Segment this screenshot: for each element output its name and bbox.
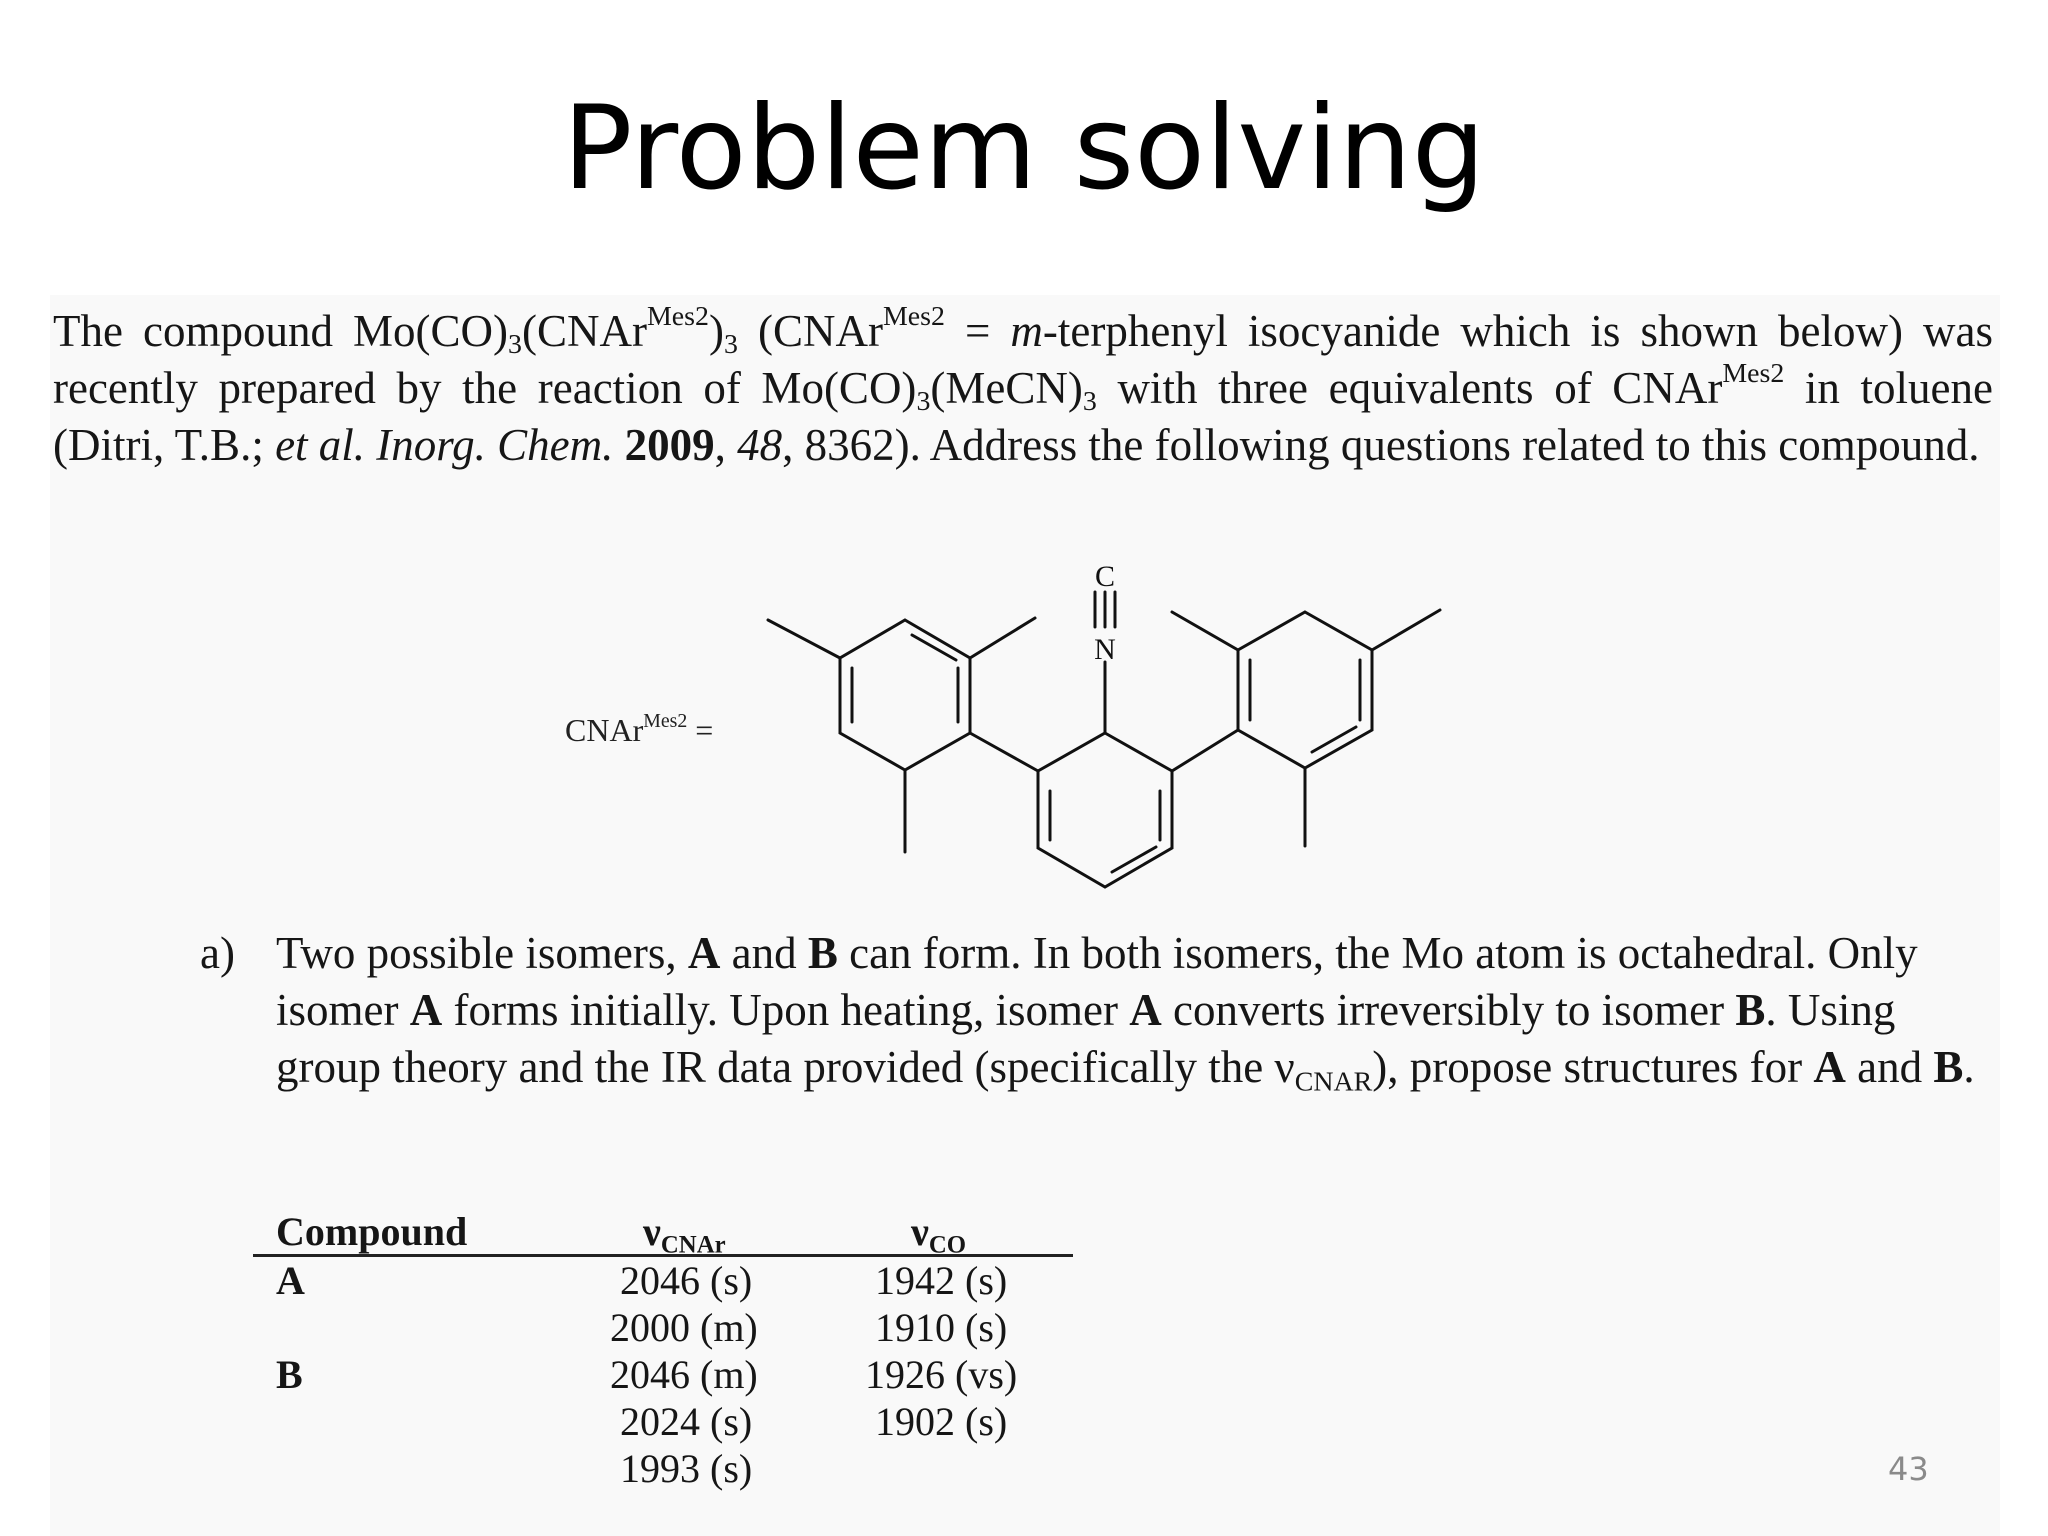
row-compound: B [276, 1352, 303, 1397]
row-co-value: 1910 (s) [875, 1305, 1008, 1350]
carbon-atom-label: C [1094, 560, 1116, 593]
nitrogen-atom-label: N [1094, 633, 1116, 666]
header-compound: Compound [276, 1209, 468, 1254]
row-co-value: 1902 (s) [875, 1399, 1008, 1444]
header-nu-co: $\nu_{CO}$ [911, 1209, 967, 1259]
row-cnar-value: 2024 (s) [620, 1399, 753, 1444]
slide-title: Problem solving [562, 81, 1486, 216]
terphenyl-isocyanide-structure [760, 555, 1460, 905]
question-number: a) [200, 928, 235, 978]
question-text: Two possible isomers, A and B can form. In both isomers, the Mo atom is octahedral. Only isomer A forms initially. Upon heating, isomer A converts irreversibly to isomer B. Using group theory and the IR data provided (specifically the $\nu_{CNAR}$), propose structures for A and B. [276, 928, 1975, 1098]
scanned-excerpt-background [50, 295, 2000, 1536]
header-rule [253, 1254, 1073, 1257]
page-number: 43 [1888, 1450, 1929, 1488]
row-cnar-value: 1993 (s) [620, 1446, 753, 1491]
row-compound: A [276, 1258, 305, 1303]
row-co-value: 1926 (vs) [865, 1352, 1018, 1397]
row-cnar-value: 2046 (m) [610, 1352, 758, 1397]
structure-label: CNAr$^{Mes2}$ = [565, 710, 714, 748]
row-cnar-value: 2046 (s) [620, 1258, 753, 1303]
row-co-value: 1942 (s) [875, 1258, 1008, 1303]
header-nu-cnar: $\nu_{CNAr}$ [643, 1209, 726, 1259]
row-cnar-value: 2000 (m) [610, 1305, 758, 1350]
intro-paragraph: The compound $Mo(CO)_3(CNAr^{Mes2})_3$ (CNAr$^{Mes2}$ = m-terphenyl isocyanide which is shown below) was recently prepared by the reaction of $Mo(CO)_3(MeCN)_3$ with three equivalents of CNAr$^{Mes2}$ in toluene (Ditri, T.B.; et al. Inorg. Chem. 2009, 48, 8362). Address the following questions related to this compound. [53, 301, 1994, 470]
